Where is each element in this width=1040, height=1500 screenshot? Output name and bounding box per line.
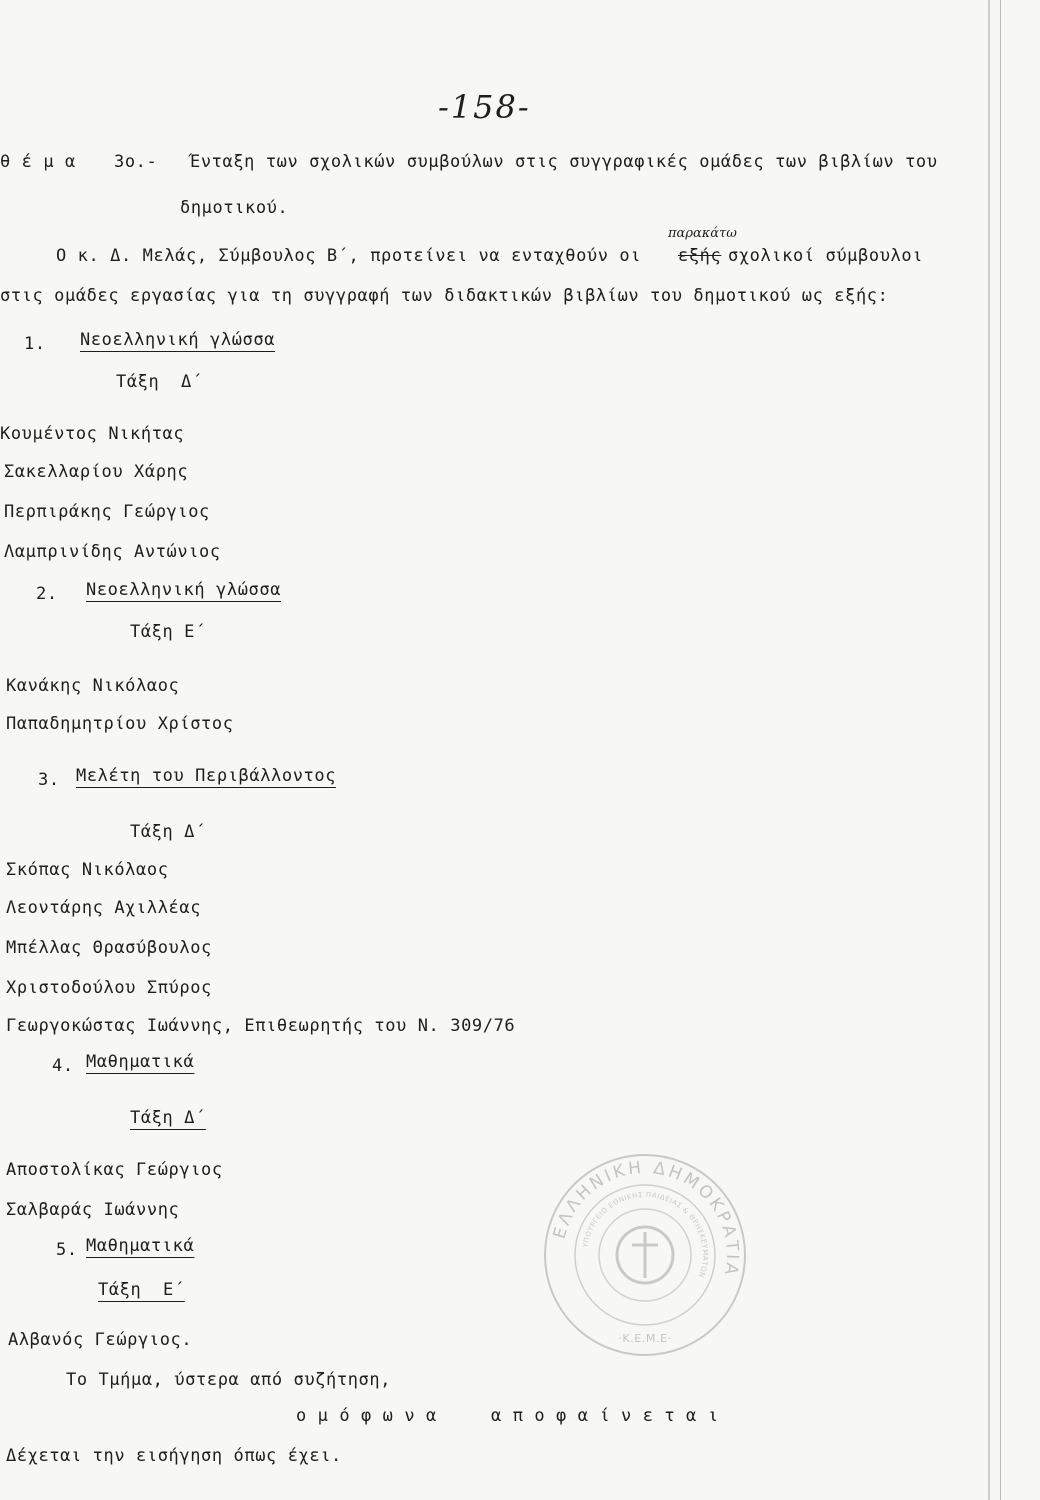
group-number: 3. [38, 770, 60, 790]
decision-line: ο μ ό φ ω ν α α π ο φ α ί ν ε τ α ι [296, 1406, 719, 1426]
intro-line2: στις ομάδες εργασίας για τη συγγραφή των διδακτικών βιβλίων του δημοτικού ως εξής: [0, 286, 889, 306]
page-edge-line [988, 0, 990, 1500]
member-name: Γεωργοκώστας Ιωάννης, Επιθεωρητής του Ν. 309/76 [6, 1016, 516, 1036]
group-grade: Τάξη Ε΄ [98, 1280, 185, 1300]
group-grade: Τάξη Δ΄ [130, 1108, 206, 1128]
struck-word: εξής [678, 246, 722, 266]
page-number: -158- [438, 88, 531, 126]
group-subject: Μαθηματικά [86, 1052, 195, 1072]
member-name: Κουμέντος Νικήτας [0, 424, 185, 444]
member-name: Μπέλλας Θρασύβουλος [6, 938, 212, 958]
intro-line1-end: σχολικοί σύμβουλοι [728, 246, 924, 266]
member-name: Παπαδημητρίου Χρίστος [6, 714, 234, 734]
topic-title-line1: Ένταξη των σχολικών συμβούλων στις συγγραφικές ομάδες των βιβλίων του [190, 152, 938, 172]
svg-text:ΕΛΛΗΝΙΚΗ ΔΗΜΟΚΡΑΤΙΑ: ΕΛΛΗΝΙΚΗ ΔΗΜΟΚΡΑΤΙΑ [549, 1157, 743, 1280]
member-name: Αποστολίκας Γεώργιος [6, 1160, 223, 1180]
handwritten-insert: παρακάτω [668, 226, 737, 241]
member-name: Σκόπας Νικόλαος [6, 860, 169, 880]
member-name: Λεοντάρης Αχιλλέας [6, 898, 202, 918]
svg-text:·Κ.Ε.Μ.Ε·: ·Κ.Ε.Μ.Ε· [618, 1332, 672, 1345]
member-name: Χριστοδούλου Σπύρος [6, 978, 212, 998]
member-name: Σαλβαράς Ιωάννης [6, 1200, 180, 1220]
group-subject: Νεοελληνική γλώσσα [86, 580, 282, 600]
official-seal [540, 1150, 750, 1360]
group-subject: Μελέτη του Περιβάλλοντος [76, 766, 337, 786]
acceptance-line: Δέχεται την εισήγηση όπως έχει. [6, 1446, 342, 1466]
member-name: Λαμπρινίδης Αντώνιος [4, 542, 221, 562]
group-number: 2. [36, 584, 58, 604]
group-number: 5. [56, 1240, 78, 1260]
group-grade: Τάξη Δ΄ [116, 372, 203, 392]
discussion-line: Το Τμήμα, ύστερα από συζήτηση, [66, 1370, 392, 1390]
group-subject: Μαθηματικά [86, 1236, 195, 1256]
topic-label: θ έ μ α [0, 152, 76, 172]
group-grade: Τάξη Δ΄ [130, 822, 206, 842]
group-subject: Νεοελληνική γλώσσα [80, 330, 276, 350]
svg-text:ΥΠΟΥΡΓΕΙΟ ΕΘΝΙΚΗΣ ΠΑΙΔΕΙΑΣ & Θ: ΥΠΟΥΡΓΕΙΟ ΕΘΝΙΚΗΣ ΠΑΙΔΕΙΑΣ & ΘΡΗΣΚΕΥΜΑΤΩΝ [581, 1190, 710, 1279]
member-name: Σακελλαρίου Χάρης [4, 462, 189, 482]
group-grade: Τάξη Ε΄ [130, 622, 206, 642]
topic-number: 3ο.- [114, 152, 158, 172]
topic-title-line2: δημοτικού. [180, 198, 289, 218]
member-name: Αλβανός Γεώργιος. [8, 1330, 193, 1350]
member-name: Περπιράκης Γεώργιος [4, 502, 210, 522]
member-name: Κανάκης Νικόλαος [6, 676, 180, 696]
group-number: 1. [24, 334, 46, 354]
intro-line1-start: Ο κ. Δ. Μελάς, Σύμβουλος Β΄, προτείνει να ενταχθούν οι [56, 246, 642, 266]
group-number: 4. [52, 1056, 74, 1076]
page-edge-line [1000, 0, 1001, 1500]
